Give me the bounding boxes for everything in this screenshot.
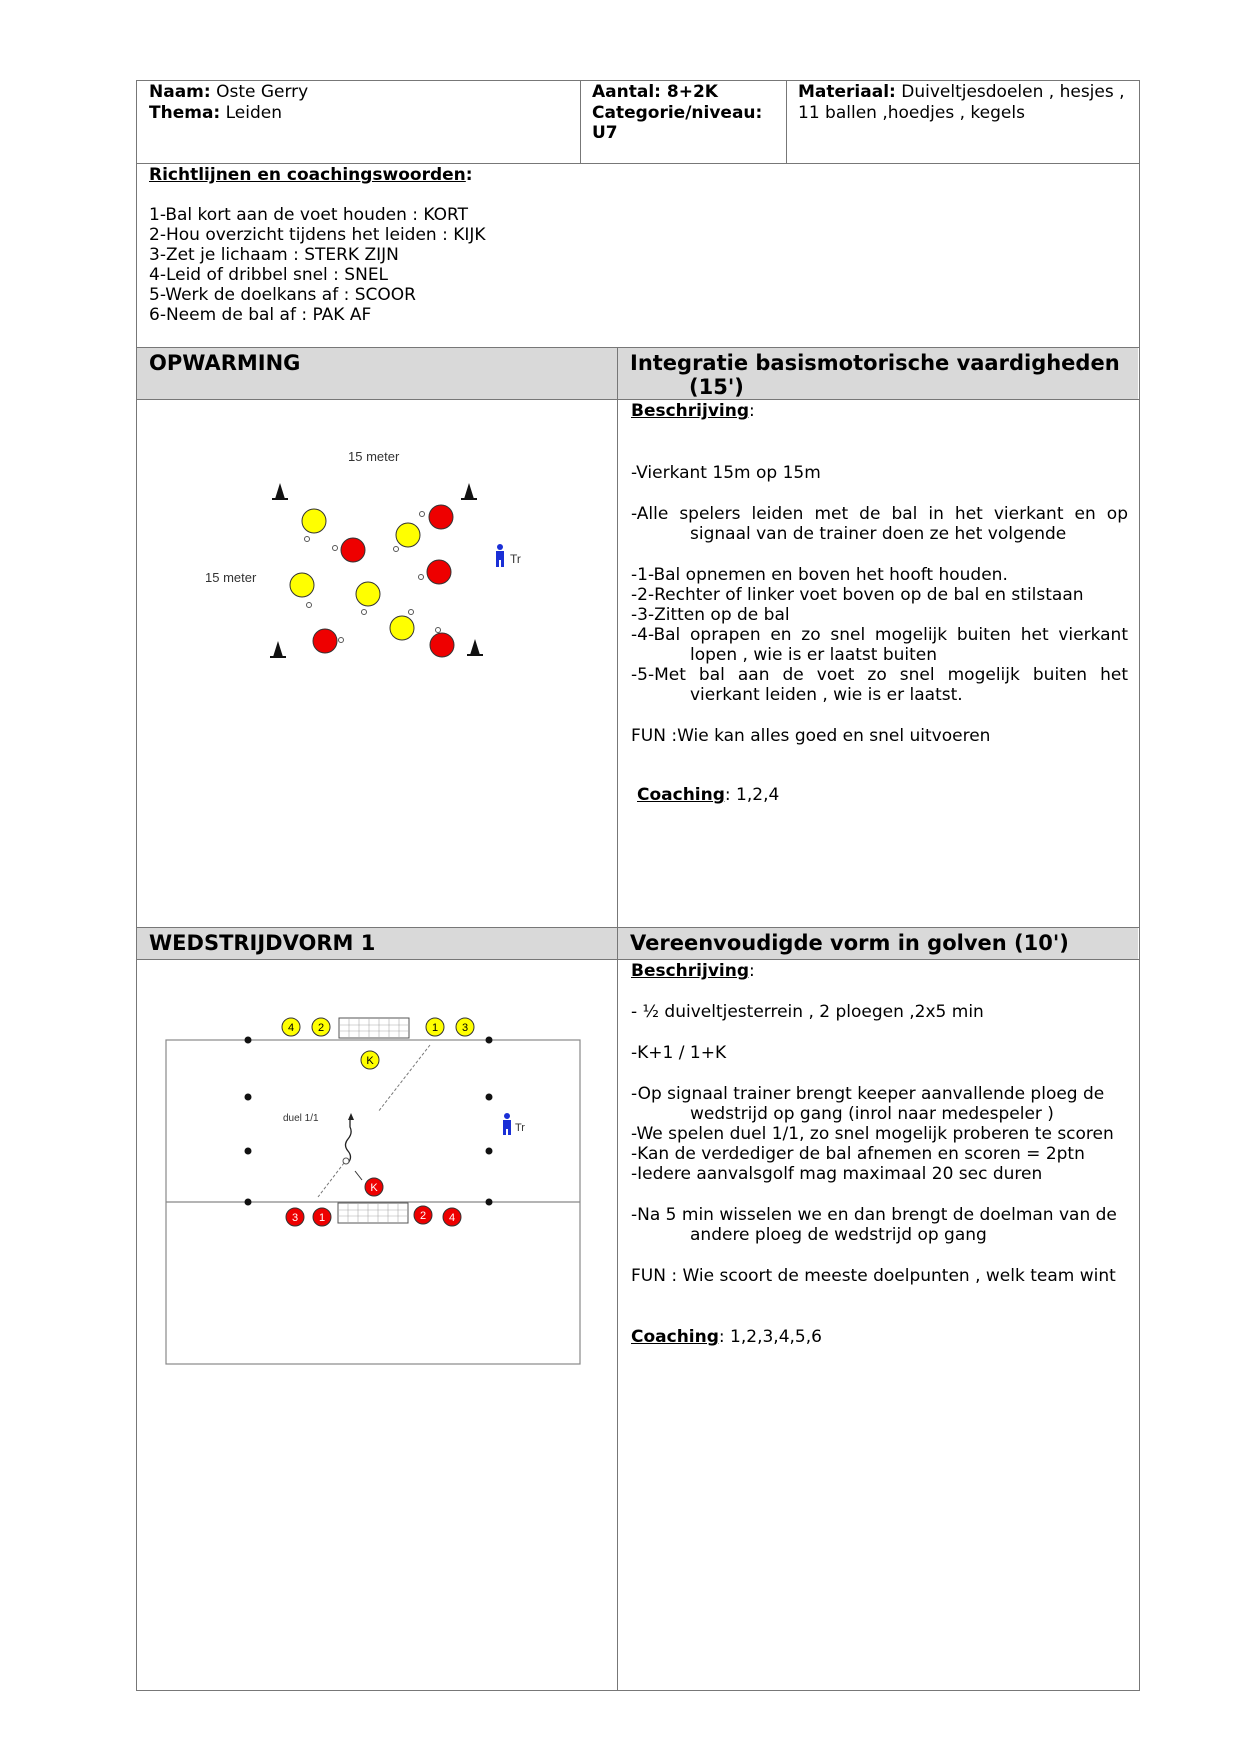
player-number: 3 [291, 1212, 299, 1224]
opwarming-title: OPWARMING [149, 351, 301, 375]
yellow-player [290, 573, 314, 597]
row-divider [136, 163, 1139, 164]
desc-line: lopen , wie is er laatst buiten [690, 645, 938, 665]
pass-line [318, 1163, 344, 1197]
desc-line: -3-Zitten op de bal [631, 605, 790, 625]
label-left: 15 meter [205, 570, 257, 585]
richtlijnen-title: Richtlijnen en coachingswoorden: [149, 165, 473, 185]
ball-icon [420, 512, 425, 517]
list-item: 2-Hou overzicht tijdens het leiden : KIJK [149, 225, 486, 245]
thema-label: Thema: [149, 103, 221, 123]
duel-label: duel 1/1 [283, 1113, 319, 1124]
trainer-icon [496, 544, 504, 567]
ball-icon [343, 1158, 349, 1164]
col-divider [617, 347, 618, 1690]
desc-line: -Kan de verdediger de bal afnemen en scoren = 2ptn [631, 1144, 1085, 1164]
yellow-player [302, 509, 326, 533]
ball-icon [409, 610, 414, 615]
goal-top [339, 1018, 409, 1038]
row-divider [136, 399, 1139, 400]
wedstrijdvorm-diagram [160, 1000, 590, 1370]
wedstrijdvorm-description [631, 1002, 1128, 1286]
player-number: 4 [448, 1212, 456, 1224]
ball-icon [436, 628, 441, 633]
trainer-label: Tr [510, 552, 521, 566]
naam-value: Oste Gerry [216, 82, 309, 102]
desc-line: -2-Rechter of linker voet boven op de bal en stilstaan [631, 585, 1084, 605]
desc-line: FUN : Wie scoort de meeste doelpunten , welk team wint [631, 1266, 1116, 1286]
cone-icon [245, 1037, 252, 1044]
yellow-player [396, 523, 420, 547]
list-item: 3-Zet je lichaam : STERK ZIJN [149, 245, 399, 265]
aantal-label: Aantal: 8+2K [592, 82, 718, 102]
player-number: 4 [287, 1022, 295, 1034]
desc-line: -Vierkant 15m op 15m [631, 463, 821, 483]
red-player [341, 538, 365, 562]
player-number: 1 [431, 1022, 439, 1034]
keeper-label: K [370, 1182, 378, 1194]
desc-line: signaal van de trainer doen ze het volgende [690, 524, 1067, 544]
red-player [430, 633, 454, 657]
red-player [427, 560, 451, 584]
richtlijnen-title-text: Richtlijnen en coachingswoorden [149, 165, 466, 185]
ball-icon [339, 638, 344, 643]
ball-icon [307, 603, 312, 608]
thema-field [149, 103, 282, 123]
desc-line: -Op signaal trainer brengt keeper aanvallende ploeg de [631, 1084, 1105, 1104]
cone-icon [486, 1148, 493, 1155]
row-divider [136, 959, 1139, 960]
pass-line [378, 1045, 430, 1112]
wedstrijdvorm-subtitle: Vereenvoudigde vorm in golven (10') [630, 931, 1069, 955]
red-player [429, 505, 453, 529]
list-item: 4-Leid of dribbel snel : SNEL [149, 265, 389, 285]
cone-icon [245, 1148, 252, 1155]
coaching-value: : 1,2,4 [724, 785, 780, 805]
naam-label: Naam: [149, 82, 211, 102]
opwarming-coaching [637, 785, 779, 805]
keeper-label: K [366, 1055, 374, 1067]
desc-line: andere ploeg de wedstrijd op gang [690, 1225, 987, 1245]
materiaal-line2: 11 ballen ,hoedjes , kegels [798, 103, 1025, 123]
coaching-value: : 1,2,3,4,5,6 [718, 1327, 822, 1347]
red-player [313, 629, 337, 653]
player-number: 3 [461, 1022, 469, 1034]
materiaal-label: Materiaal: [798, 82, 896, 102]
desc-line: -Alle spelers leiden met de bal in het vierkant en op [631, 504, 1128, 524]
opwarming-subtitle-line1: Integratie basismotorische vaardigheden [630, 351, 1120, 375]
cone-icon [272, 483, 288, 500]
pass-line [355, 1171, 362, 1180]
categorie-value: U7 [592, 123, 618, 143]
cone-icon [486, 1094, 493, 1101]
coaching-label: Coaching [631, 1327, 719, 1347]
desc-line: -4-Bal oprapen en zo snel mogelijk buiten het vierkant [631, 625, 1128, 645]
desc-line: -5-Met bal aan de voet zo snel mogelijk buiten het [631, 665, 1128, 685]
col-divider [580, 80, 581, 164]
richtlijnen-list [149, 205, 486, 325]
ball-icon [333, 546, 338, 551]
ball-icon [362, 610, 367, 615]
yellow-player [356, 582, 380, 606]
desc-line: FUN :Wie kan alles goed en snel uitvoeren [631, 726, 991, 746]
cone-icon [486, 1199, 493, 1206]
col-divider [786, 80, 787, 164]
player-number: 1 [318, 1212, 326, 1224]
desc-line: -Iedere aanvalsgolf mag maximaal 20 sec duren [631, 1164, 1043, 1184]
materiaal-line1: Duiveltjesdoelen , hesjes , [901, 82, 1125, 102]
player-number: 2 [419, 1210, 427, 1222]
materiaal-field [798, 82, 1125, 102]
categorie-label: Categorie/niveau: [592, 103, 763, 123]
naam-field [149, 82, 308, 102]
cone-icon [245, 1199, 252, 1206]
wedstrijdvorm-coaching [631, 1327, 822, 1347]
cone-icon [486, 1037, 493, 1044]
beschrijving-label: Beschrijving [631, 961, 750, 981]
opwarming-beschrijving: Beschrijving: [631, 401, 755, 421]
opwarming-subtitle-line1-wrap [630, 351, 1128, 375]
opwarming-diagram [190, 440, 550, 670]
trainer-icon [503, 1113, 511, 1135]
cone-icon [461, 483, 477, 500]
cone-icon [245, 1094, 252, 1101]
opwarming-description [631, 463, 1128, 746]
ball-icon [419, 575, 424, 580]
ball-icon [305, 537, 310, 542]
list-item: 5-Werk de doelkans af : SCOOR [149, 285, 416, 305]
row-divider [136, 347, 1139, 348]
coaching-label: Coaching [637, 785, 725, 805]
row-divider [136, 927, 1139, 928]
label-top: 15 meter [348, 449, 400, 464]
desc-line: - ½ duiveltjesterrein , 2 ploegen ,2x5 min [631, 1002, 984, 1022]
list-item: 1-Bal kort aan de voet houden : KORT [149, 205, 468, 225]
opwarming-subtitle [630, 351, 1128, 399]
desc-line: -1-Bal opnemen en boven het hooft houden. [631, 565, 1008, 585]
dribble-path [346, 1117, 352, 1163]
beschrijving-label: Beschrijving [631, 401, 750, 421]
wedstrijdvorm-beschrijving: Beschrijving: [631, 961, 755, 981]
opwarming-subtitle-line2: (15') [689, 375, 744, 399]
yellow-player [390, 616, 414, 640]
desc-line: wedstrijd op gang (inrol naar medespeler ) [690, 1104, 1054, 1124]
ball-icon [394, 547, 399, 552]
desc-line: vierkant leiden , wie is er laatst. [690, 685, 963, 705]
desc-line: -Na 5 min wisselen we en dan brengt de doelman van de [631, 1205, 1117, 1225]
goal-bottom [338, 1203, 408, 1223]
trainer-label: Tr [515, 1122, 525, 1134]
desc-line: -K+1 / 1+K [631, 1043, 727, 1063]
cone-icon [467, 639, 483, 656]
list-item: 6-Neem de bal af : PAK AF [149, 305, 372, 325]
desc-line: -We spelen duel 1/1, zo snel mogelijk proberen te scoren [631, 1124, 1114, 1144]
thema-value: Leiden [225, 103, 283, 123]
cone-icon [270, 641, 286, 658]
player-number: 2 [317, 1022, 325, 1034]
wedstrijdvorm-title: WEDSTRIJDVORM 1 [149, 931, 376, 955]
